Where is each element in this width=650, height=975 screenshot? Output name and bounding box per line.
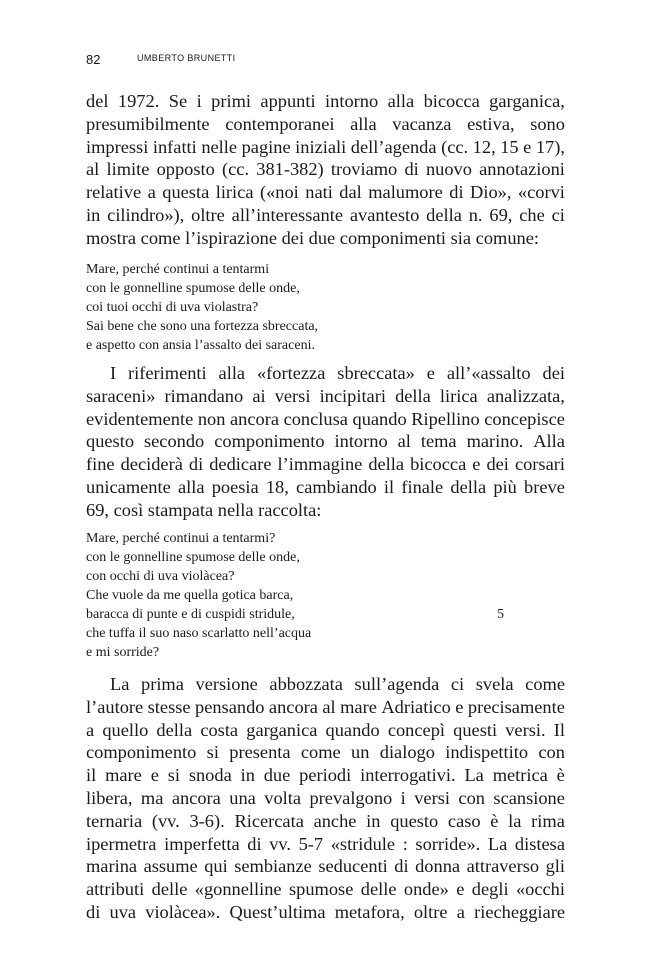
verse-text: con occhi di uva violàcea? bbox=[86, 569, 235, 584]
text-line: 69, così stampata nella raccolta: bbox=[86, 499, 322, 520]
text-line: unicamente alla poesia 18, cambiando il finale della più breve bbox=[86, 476, 565, 497]
verse-quote-2 bbox=[86, 529, 526, 662]
verse-line bbox=[86, 298, 526, 317]
verse-line bbox=[86, 586, 526, 605]
page-number: 82 bbox=[86, 52, 101, 67]
verse-text: che tuffa il suo naso scarlatto nell’acqua bbox=[86, 626, 312, 641]
text-line: componimento si presenta come un dialogo indispettito con bbox=[86, 742, 565, 763]
verse-text: Che vuole da me quella gotica barca, bbox=[86, 588, 294, 603]
text-line: di uva violàcea». Quest’ultima metafora, oltre a riecheggiare bbox=[86, 901, 565, 922]
verse-line bbox=[86, 567, 526, 586]
text-line: in cilindro»), oltre all’interessante avantesto della n. 69, che ci bbox=[86, 204, 565, 225]
verse-line bbox=[86, 643, 526, 662]
text-line: mostra come l’ispirazione dei due componimenti sia comune: bbox=[86, 227, 539, 248]
text-line: impressi infatti nelle pagine iniziali dell’agenda (cc. 12, 15 e 17), bbox=[86, 136, 565, 157]
verse-text: con le gonnelline spumose delle onde, bbox=[86, 550, 300, 565]
text-line: attributi delle «gonnelline spumose delle onde» e degli «occhi bbox=[86, 879, 565, 900]
text-line: saraceni» rimandano ai versi incipitari della lirica analizzata, bbox=[86, 385, 565, 406]
verse-text: e aspetto con ansia l’assalto dei saraceni. bbox=[86, 338, 315, 353]
verse-line bbox=[86, 624, 526, 643]
text-line: fine deciderà di dedicare l’immagine della bicocca e dei corsari bbox=[86, 454, 565, 475]
paragraph-1 bbox=[86, 90, 565, 250]
text-line: I riferimenti alla «fortezza sbreccata» e all’«assalto dei bbox=[110, 363, 565, 383]
verse-line bbox=[86, 605, 526, 624]
text-line: a quello della costa garganica quando concepì questi versi. Il bbox=[86, 719, 565, 740]
text-line: del 1972. Se i primi appunti intorno alla bicocca garganica, bbox=[86, 91, 565, 111]
text-line: evidentemente non ancora conclusa quando Ripellino concepisce bbox=[86, 408, 565, 429]
verse-line bbox=[86, 260, 526, 279]
text-line: relative a questa lirica («noi nati dal malumore di Dio», «corvi bbox=[86, 182, 565, 203]
text-line: marina assume qui sembianze seducenti di donna attraverso gli bbox=[86, 856, 565, 877]
verse-line bbox=[86, 529, 526, 548]
verse-text: Mare, perché continui a tentarmi? bbox=[86, 531, 276, 546]
verse-quote-1 bbox=[86, 260, 526, 355]
verse-text: con le gonnelline spumose delle onde, bbox=[86, 281, 300, 296]
verse-line-number: 5 bbox=[497, 607, 504, 622]
verse-text: baracca di punte e di cuspidi stridule, bbox=[86, 607, 295, 622]
verse-line bbox=[86, 317, 526, 336]
text-line: questo secondo componimento intorno al tema marino. Alla bbox=[86, 431, 565, 452]
text-line: l’autore stesse pensando ancora al mare Adriatico e precisamente bbox=[86, 696, 565, 717]
text-line: ternaria (vv. 3-6). Ricercata anche in questo caso è la rima bbox=[86, 810, 565, 831]
text-line: presumibilmente contemporanei alla vacanza estiva, sono bbox=[86, 113, 565, 134]
paragraph-2 bbox=[86, 362, 565, 522]
verse-text: Sai bene che sono una fortezza sbreccata, bbox=[86, 319, 319, 334]
paragraph-3 bbox=[86, 673, 565, 924]
text-line: ipermetra imperfetta di vv. 5-7 «stridule : sorride». La distesa bbox=[86, 833, 565, 854]
page-header bbox=[86, 52, 566, 68]
verse-line bbox=[86, 336, 526, 355]
text-line: al limite opposto (cc. 381-382) troviamo di nuovo annotazioni bbox=[86, 159, 565, 180]
verse-text: coi tuoi occhi di uva violastra? bbox=[86, 300, 259, 315]
verse-text: Mare, perché continui a tentarmi bbox=[86, 262, 270, 277]
verse-line bbox=[86, 548, 526, 567]
text-line: il mare e si snoda in due periodi interrogativi. La metrica è bbox=[86, 765, 565, 786]
text-line: libera, ma ancora una volta prevalgono i versi con scansione bbox=[86, 787, 565, 808]
text-line: La prima versione abbozzata sull’agenda ci svela come bbox=[110, 674, 565, 694]
verse-text: e mi sorride? bbox=[86, 645, 160, 660]
running-head: UMBERTO BRUNETTI bbox=[137, 53, 236, 63]
verse-line bbox=[86, 279, 526, 298]
